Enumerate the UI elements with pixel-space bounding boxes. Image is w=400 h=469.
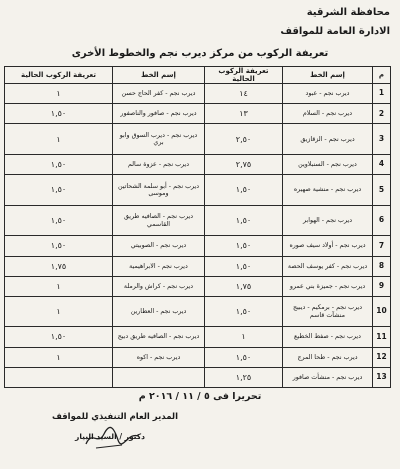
row-number: 5 — [373, 175, 391, 206]
route-name: ديرب نجم - منشية صهيره — [283, 175, 373, 206]
route-name-2: ديرب نجم - اكوه — [113, 347, 205, 367]
route-name: ديرب نجم - السنبلاوين — [283, 155, 373, 175]
route-name-2: ديرب نجم - الصوبيتي — [113, 236, 205, 256]
table-row — [5, 236, 391, 256]
row-number: 2 — [373, 104, 391, 124]
current-fare-2: ١,٥٠ — [5, 327, 113, 347]
current-fare-2: ١,٥٠ — [5, 205, 113, 236]
table-row — [5, 205, 391, 236]
table-row — [5, 155, 391, 175]
current-fare: ٢,٥٠ — [205, 124, 283, 155]
current-fare: ٢,٧٥ — [205, 155, 283, 175]
current-fare: ١,٥٠ — [205, 175, 283, 206]
current-fare-2: ١,٥٠ — [5, 104, 113, 124]
route-name-2: ديرب نجم - الصافيه طريق القاسمي — [113, 205, 205, 236]
signature-title: المدير العام التنفيذي للمواقف — [51, 412, 179, 422]
route-name-2: ديرب نجم - أبو سلمة الشحاتين وموسى — [113, 175, 205, 206]
row-number: 4 — [373, 155, 391, 175]
current-fare: ١٤ — [205, 84, 283, 104]
current-fare-2: ١ — [5, 347, 113, 367]
current-fare-2: ١,٧٥ — [5, 256, 113, 276]
route-name: ديرب نجم - برمكيم - ديبيج منشآت قاسم — [283, 296, 373, 327]
route-name-2: ديرب نجم - كفر الحاج حسن — [113, 84, 205, 104]
route-name-2: ديرب نجم - كراش والرملة — [113, 276, 205, 296]
row-number: 9 — [373, 276, 391, 296]
row-number: 8 — [373, 256, 391, 276]
route-name: ديرب نجم - الزقازيق — [283, 124, 373, 155]
table-row — [5, 256, 391, 276]
table-row — [5, 84, 391, 104]
directorate-header: الادارة العامة للمواقف — [280, 26, 390, 37]
route-name: ديرب نجم - كفر يوسف الحصة — [283, 256, 373, 276]
current-fare: ١ — [205, 327, 283, 347]
route-name-2 — [113, 367, 205, 387]
col-header-fare: تعريفة الركوب الحالية — [205, 67, 283, 84]
route-name: ديرب نجم - عبود — [283, 84, 373, 104]
route-name: ديرب نجم - جميزة بني عمرو — [283, 276, 373, 296]
current-fare-2: ١ — [5, 276, 113, 296]
row-number: 10 — [373, 296, 391, 327]
route-name-2: ديرب نجم - الابراهيمية — [113, 256, 205, 276]
route-name-2: ديرب نجم - ديرب السوق وابو بري — [113, 124, 205, 155]
row-number: 3 — [373, 124, 391, 155]
route-name-2: ديرب نجم - الصافيه طريق دبيج — [113, 327, 205, 347]
current-fare-2: ١ — [5, 296, 113, 327]
route-name: ديرب نجم - طحا المرج — [283, 347, 373, 367]
col-header-fare-2: تعريفة الركوب الحالية — [5, 67, 113, 84]
row-number: 13 — [373, 367, 391, 387]
table-row — [5, 124, 391, 155]
col-header-route-2: إسم الخط — [113, 67, 205, 84]
row-number: 1 — [373, 84, 391, 104]
document-title: تعريفة الركوب من مركز ديرب نجم والخطوط الأخرى — [71, 48, 329, 59]
current-fare: ١,٥٠ — [205, 236, 283, 256]
current-fare-2: ١,٥٠ — [5, 155, 113, 175]
current-fare: ١,٥٠ — [205, 296, 283, 327]
table-header-row — [5, 67, 391, 84]
current-fare-2 — [5, 367, 113, 387]
signatory-line — [30, 432, 190, 441]
current-fare: ١,٥٠ — [205, 347, 283, 367]
route-name-2: ديرب نجم - عزوة سالم — [113, 155, 205, 175]
current-fare: ١٣ — [205, 104, 283, 124]
row-number: 6 — [373, 205, 391, 236]
date-line: تحريرا فى ٥ / ١١ / ٢٠١٦ م — [138, 391, 262, 402]
current-fare: ١,٥٠ — [205, 256, 283, 276]
row-number: 12 — [373, 347, 391, 367]
current-fare-2: ١,٥٠ — [5, 236, 113, 256]
route-name: ديرب نجم - صفط الخطيع — [283, 327, 373, 347]
fare-table — [4, 66, 391, 388]
route-name: ديرب نجم - السلام — [283, 104, 373, 124]
table-row — [5, 327, 391, 347]
route-name: ديرب نجم - الهوابر — [283, 205, 373, 236]
table-row — [5, 367, 391, 387]
row-number: 11 — [373, 327, 391, 347]
current-fare-2: ١ — [5, 84, 113, 104]
current-fare: ١,٥٠ — [205, 205, 283, 236]
route-name-2: ديرب نجم - صافور والناصفور — [113, 104, 205, 124]
table-row — [5, 347, 391, 367]
current-fare: ١,٧٥ — [205, 276, 283, 296]
table-row — [5, 175, 391, 206]
current-fare-2: ١,٥٠ — [5, 175, 113, 206]
table-row — [5, 276, 391, 296]
table-row — [5, 104, 391, 124]
route-name-2: ديرب نجم - العطارين — [113, 296, 205, 327]
governorate-header: محافظة الشرقية — [306, 7, 390, 18]
signatory-prefix: دكتور / — [119, 432, 145, 441]
table-row — [5, 296, 391, 327]
col-header-no: م — [373, 67, 391, 84]
route-name: ديرب نجم - أولاد سيف صوره — [283, 236, 373, 256]
signatory-name: السيد البيار — [75, 432, 117, 441]
current-fare-2: ١ — [5, 124, 113, 155]
col-header-route: إسم الخط — [283, 67, 373, 84]
route-name: ديرب نجم - منشأت صافور — [283, 367, 373, 387]
table-body — [5, 84, 391, 388]
current-fare: ١,٢٥ — [205, 367, 283, 387]
row-number: 7 — [373, 236, 391, 256]
